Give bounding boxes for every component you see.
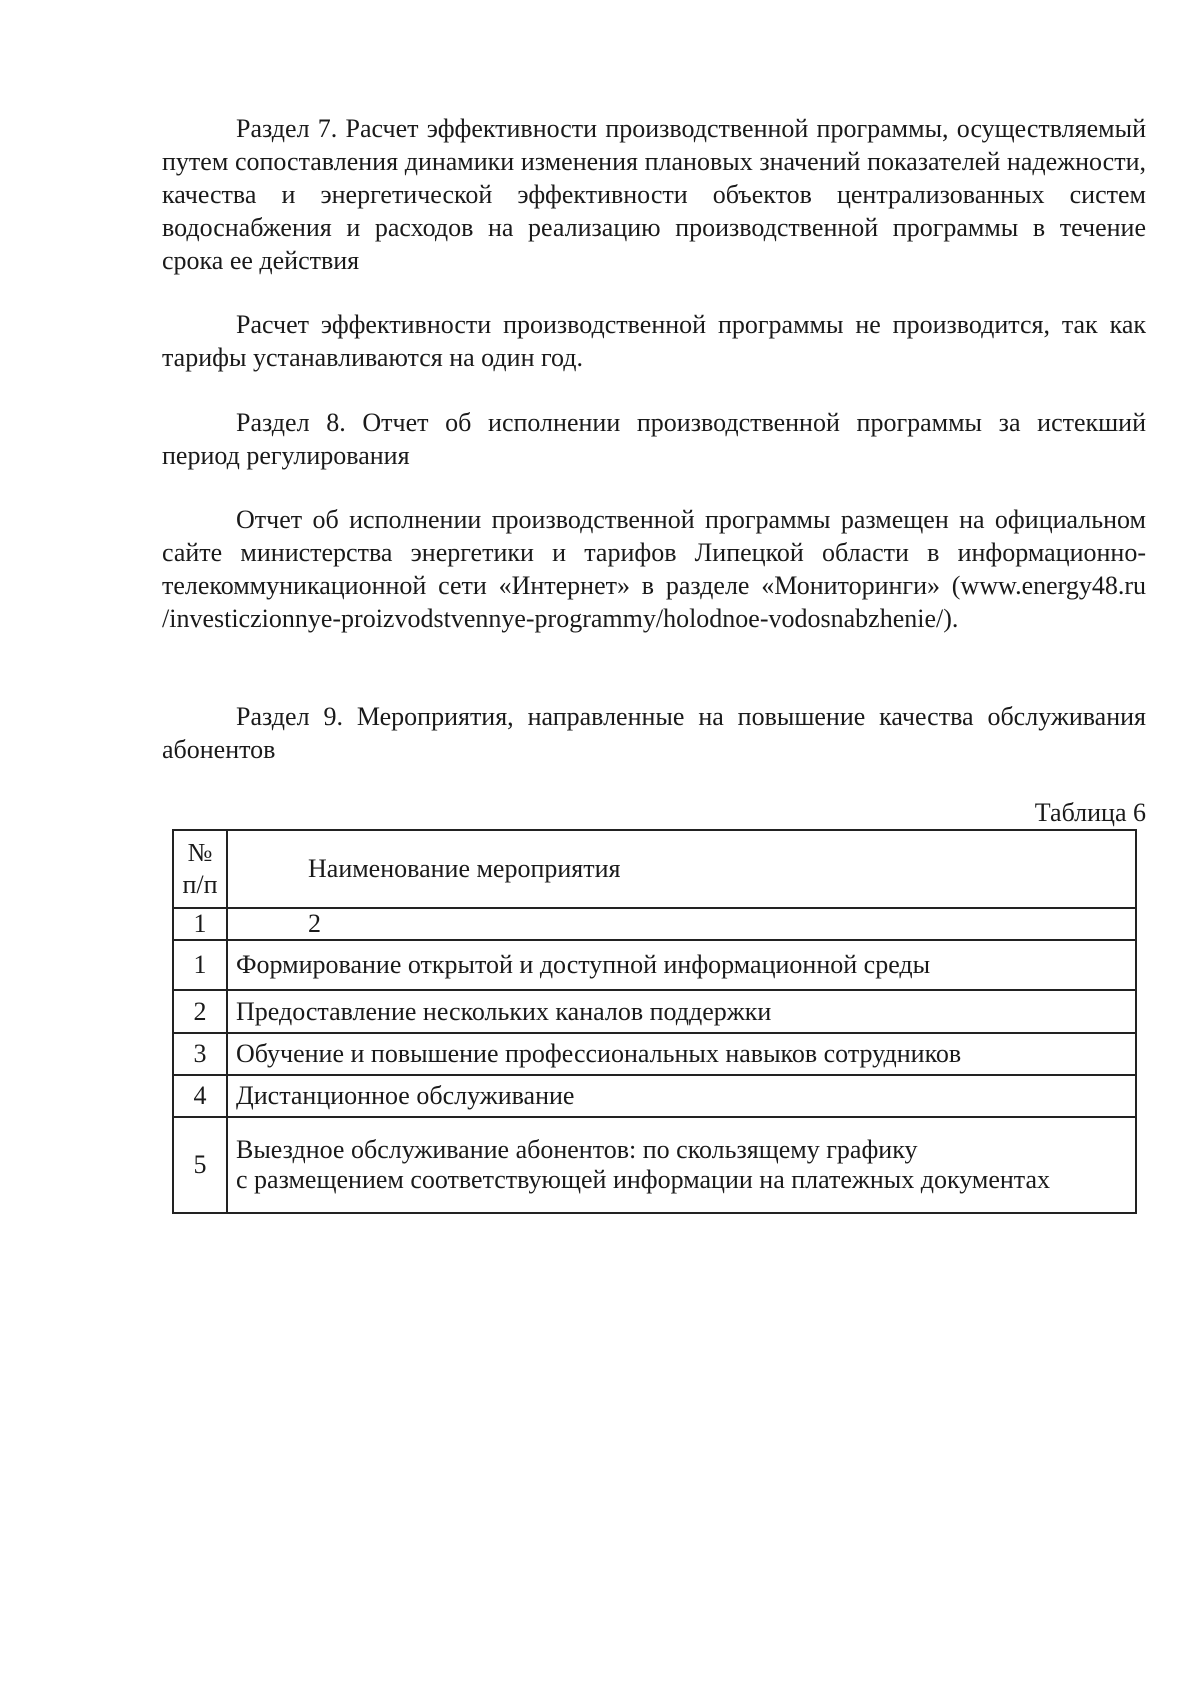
row-name bbox=[227, 1117, 1136, 1213]
table-row bbox=[173, 940, 1136, 990]
index-name-cell: 2 bbox=[227, 908, 1136, 940]
header-number-cell bbox=[173, 830, 227, 908]
row-number: 4 bbox=[173, 1075, 227, 1117]
row-name: Предоставление нескольких каналов поддержки bbox=[227, 990, 1136, 1033]
row-name: Дистанционное обслуживание bbox=[227, 1075, 1136, 1117]
row-name: Обучение и повышение профессиональных навыков сотрудников bbox=[227, 1033, 1136, 1075]
section-7-heading: Раздел 7. Расчет эффективности производственной программы, осуществляемый путем сопоставления динамики изменения плановых значений показателей надежности, качества и энергетической эффективности объектов централизованных систем водоснабжения и расходов на реализацию производственной программы в течение срока ее действия bbox=[162, 114, 1146, 275]
header-name-cell: Наименование мероприятия bbox=[227, 830, 1136, 908]
efficiency-calculation-note: Расчет эффективности производственной программы не производится, так как тарифы устанавливаются на один год. bbox=[162, 310, 1146, 372]
table-row bbox=[173, 1075, 1136, 1117]
section-9-heading: Раздел 9. Мероприятия, направленные на повышение качества обслуживания абонентов bbox=[162, 702, 1146, 764]
row-number: 2 bbox=[173, 990, 227, 1033]
report-placement-note: Отчет об исполнении производственной программы размещен на официальном сайте министерства энергетики и тарифов Липецкой области в информационно-телекоммуникационной сети «Интернет» в разделе «Мониторинги» (www.energy48.ru /investiczionnye-proizvodstvennye-programmy/holodnoe-vodosnabzhenie/). bbox=[162, 505, 1146, 633]
section-8-heading: Раздел 8. Отчет об исполнении производственной программы за истекший период регулирования bbox=[162, 408, 1146, 470]
row-name-line-1: Выездное обслуживание абонентов: по скользящему графику bbox=[236, 1135, 918, 1164]
measures-table bbox=[172, 829, 1137, 1214]
table-row bbox=[173, 1117, 1136, 1213]
row-number: 5 bbox=[173, 1117, 227, 1213]
row-name-line-2: с размещением соответствующей информации на платежных документах bbox=[236, 1165, 1051, 1194]
row-name: Формирование открытой и доступной информационной среды bbox=[227, 940, 1136, 990]
index-number-cell: 1 bbox=[173, 908, 227, 940]
table-row bbox=[173, 990, 1136, 1033]
header-number-abbr: п/п bbox=[182, 870, 218, 899]
table-index-row bbox=[173, 908, 1136, 940]
table-header-row bbox=[173, 830, 1136, 908]
row-number: 1 bbox=[173, 940, 227, 990]
table-caption: Таблица 6 bbox=[1034, 798, 1146, 827]
table-row bbox=[173, 1033, 1136, 1075]
row-number: 3 bbox=[173, 1033, 227, 1075]
header-number-symbol: № bbox=[187, 838, 213, 867]
